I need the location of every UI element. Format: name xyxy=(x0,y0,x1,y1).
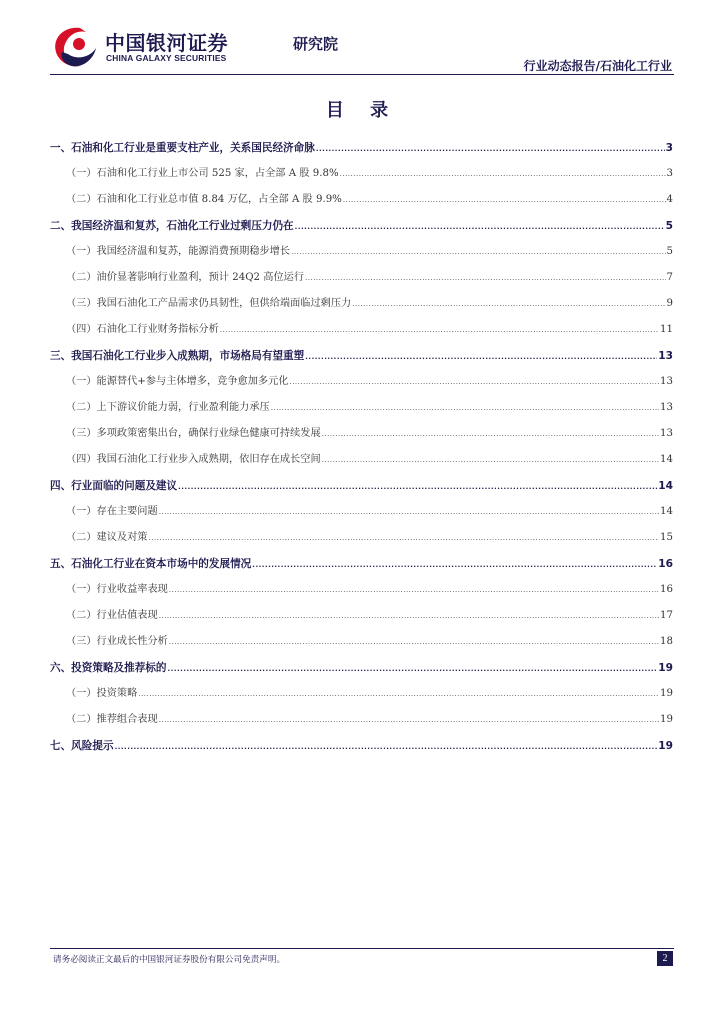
toc-subsection-link[interactable] xyxy=(50,603,673,629)
toc-subsection-link[interactable] xyxy=(50,291,673,317)
toc-entry-title: （一）投资策略 xyxy=(66,688,138,699)
brand-name-en: CHINA GALAXY SECURITIES xyxy=(106,53,227,63)
toc-subsection-link[interactable] xyxy=(50,265,673,291)
toc-dot-leader xyxy=(220,317,659,343)
toc-entry-title: （四）我国石油化工行业步入成熟期，依旧存在成长空间 xyxy=(66,454,321,465)
toc-entry-title: （二）油价显著影响行业盈利，预计 24Q2 高位运行 xyxy=(66,272,305,283)
toc-subsection-link[interactable] xyxy=(50,239,673,265)
toc-entry-title: 二、我国经济温和复苏，石油化工行业过剩压力仍在 xyxy=(50,220,294,232)
toc-dot-leader xyxy=(252,552,657,578)
toc-dot-leader xyxy=(159,603,659,629)
toc-dot-leader xyxy=(305,265,665,291)
toc-entry-title: （三）行业成长性分析 xyxy=(66,636,168,647)
toc-subsection-link[interactable] xyxy=(50,681,673,707)
toc-entry-title: （三）我国石油化工产品需求仍具韧性，但供给端面临过剩压力 xyxy=(66,298,352,309)
toc-subsection-link[interactable] xyxy=(50,577,673,603)
toc-entry-title: 五、石油化工行业在资本市场中的发展情况 xyxy=(50,558,252,570)
report-type-label: 行业动态报告/石油化工行业 xyxy=(523,59,672,73)
table-of-contents xyxy=(50,135,673,759)
toc-entry-page: 19 xyxy=(660,714,673,725)
toc-dot-leader xyxy=(322,421,659,447)
header-divider xyxy=(50,74,674,75)
toc-subsection-link[interactable] xyxy=(50,187,673,213)
toc-entry-page: 3 xyxy=(665,142,673,154)
toc-dot-leader xyxy=(271,395,659,421)
toc-subsection-link[interactable] xyxy=(50,707,673,733)
toc-entry-page: 17 xyxy=(660,610,673,621)
toc-section-link[interactable] xyxy=(50,343,673,369)
toc-entry-title: （三）多项政策密集出台，确保行业绿色健康可持续发展 xyxy=(66,428,321,439)
toc-entry-page: 13 xyxy=(658,350,673,362)
toc-subsection-link[interactable] xyxy=(50,161,673,187)
toc-subsection-link[interactable] xyxy=(50,499,673,525)
toc-entry-page: 4 xyxy=(666,194,673,205)
toc-entry-page: 7 xyxy=(666,272,673,283)
toc-entry-title: （二）上下游议价能力弱，行业盈利能力承压 xyxy=(66,402,270,413)
toc-entry-page: 15 xyxy=(660,532,673,543)
toc-entry-page: 16 xyxy=(660,584,673,595)
toc-dot-leader xyxy=(343,187,666,213)
toc-dot-leader xyxy=(159,707,659,733)
toc-entry-page: 19 xyxy=(658,662,673,674)
toc-subsection-link[interactable] xyxy=(50,369,673,395)
toc-dot-leader xyxy=(295,214,665,240)
toc-dot-leader xyxy=(115,734,658,760)
toc-subsection-link[interactable] xyxy=(50,447,673,473)
toc-section-link[interactable] xyxy=(50,135,673,161)
toc-entry-page: 9 xyxy=(666,298,673,309)
toc-entry-page: 5 xyxy=(666,246,673,257)
toc-entry-page: 5 xyxy=(665,220,673,232)
galaxy-logo-icon xyxy=(50,24,98,70)
toc-entry-page: 19 xyxy=(658,740,673,752)
toc-entry-page: 11 xyxy=(660,324,673,335)
toc-entry-page: 19 xyxy=(660,688,673,699)
toc-entry-page: 13 xyxy=(660,402,673,413)
toc-entry-title: （二）推荐组合表现 xyxy=(66,714,158,725)
toc-entry-title: （二）建议及对策 xyxy=(66,532,148,543)
toc-dot-leader xyxy=(159,499,659,525)
toc-dot-leader xyxy=(291,239,665,265)
toc-entry-title: 六、投资策略及推荐标的 xyxy=(50,662,167,674)
toc-section-link[interactable] xyxy=(50,655,673,681)
toc-entry-page: 13 xyxy=(660,428,673,439)
toc-subsection-link[interactable] xyxy=(50,525,673,551)
toc-dot-leader xyxy=(340,161,666,187)
toc-section-link[interactable] xyxy=(50,473,673,499)
toc-entry-title: （一）我国经济温和复苏，能源消费预期稳步增长 xyxy=(66,246,291,257)
toc-entry-title: （二）石油和化工行业总市值 8.84 万亿，占全部 A 股 9.9% xyxy=(66,194,342,205)
toc-entry-title: （一）存在主要问题 xyxy=(66,506,158,517)
toc-subsection-link[interactable] xyxy=(50,629,673,655)
toc-dot-leader xyxy=(178,474,657,500)
toc-dot-leader xyxy=(169,629,659,655)
toc-dot-leader xyxy=(322,447,659,473)
toc-entry-title: 七、风险提示 xyxy=(50,740,114,752)
toc-entry-title: （四）石油化工行业财务指标分析 xyxy=(66,324,219,335)
toc-dot-leader xyxy=(316,136,665,162)
page-header xyxy=(50,22,674,74)
toc-entry-page: 14 xyxy=(660,454,673,465)
toc-entry-title: 四、行业面临的问题及建议 xyxy=(50,480,178,492)
institute-label: 研究院 xyxy=(293,35,339,53)
toc-dot-leader xyxy=(149,525,660,551)
toc-dot-leader xyxy=(168,656,658,682)
toc-dot-leader xyxy=(138,681,659,707)
toc-entry-title: （一）行业收益率表现 xyxy=(66,584,168,595)
toc-entry-page: 18 xyxy=(660,636,673,647)
toc-entry-page: 13 xyxy=(660,376,673,387)
toc-entry-title: 一、石油和化工行业是重要支柱产业，关系国民经济命脉 xyxy=(50,142,315,154)
toc-subsection-link[interactable] xyxy=(50,317,673,343)
toc-entry-page: 16 xyxy=(658,558,673,570)
footer-divider xyxy=(50,948,674,949)
toc-entry-title: 三、我国石油化工行业步入成熟期，市场格局有望重塑 xyxy=(50,350,305,362)
toc-entry-page: 14 xyxy=(660,506,673,517)
toc-section-link[interactable] xyxy=(50,733,673,759)
toc-title: 目 录 xyxy=(325,100,399,121)
toc-entry-page: 14 xyxy=(658,480,673,492)
toc-entry-page: 3 xyxy=(666,168,673,179)
toc-dot-leader xyxy=(169,577,659,603)
toc-section-link[interactable] xyxy=(50,551,673,577)
page-number: 2 xyxy=(657,951,673,966)
toc-dot-leader xyxy=(352,291,665,317)
footer-disclaimer: 请务必阅读正文最后的中国银河证券股份有限公司免责声明。 xyxy=(53,955,286,965)
brand-name-cn: 中国银河证券 xyxy=(105,31,228,55)
toc-dot-leader xyxy=(305,344,657,370)
toc-entry-title: （一）能源替代+参与主体增多，竞争愈加多元化 xyxy=(66,376,289,387)
toc-dot-leader xyxy=(289,369,659,395)
toc-subsection-link[interactable] xyxy=(50,421,673,447)
toc-section-link[interactable] xyxy=(50,213,673,239)
toc-entry-title: （二）行业估值表现 xyxy=(66,610,158,621)
toc-subsection-link[interactable] xyxy=(50,395,673,421)
toc-entry-title: （一）石油和化工行业上市公司 525 家，占全部 A 股 9.8% xyxy=(66,168,339,179)
